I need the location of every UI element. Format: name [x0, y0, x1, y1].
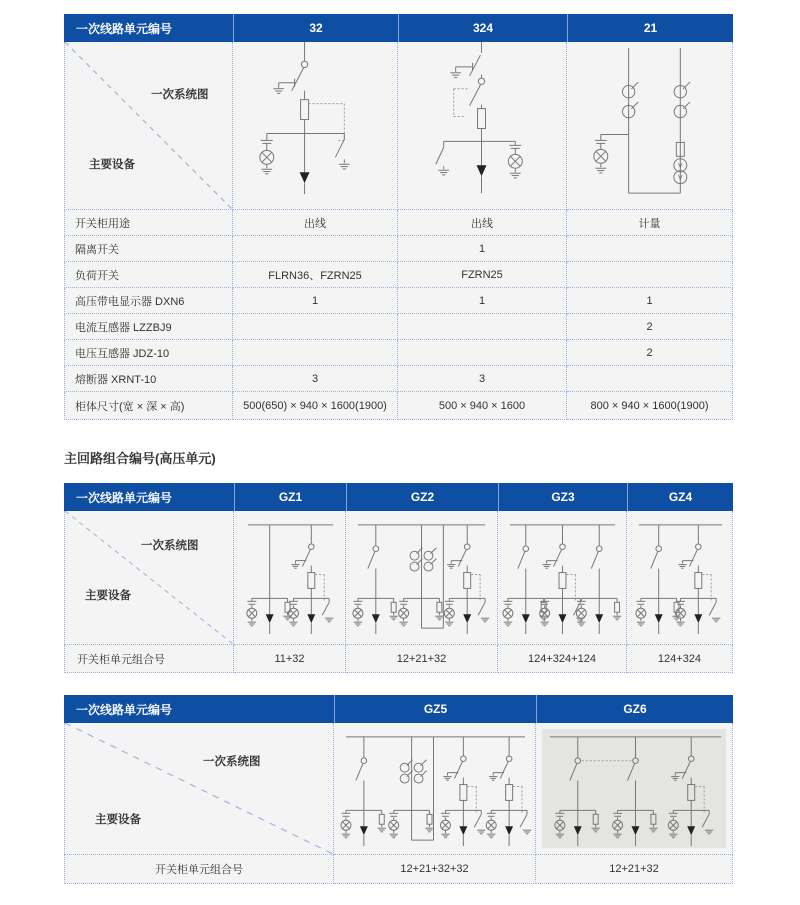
cell: 124+324 [627, 645, 733, 673]
cell: FZRN25 [398, 262, 567, 288]
combination-table-gz5-gz6 [64, 695, 733, 884]
cell [398, 314, 567, 340]
single-line-diagram-gz4 [627, 511, 732, 644]
diagram-cell-gz2 [346, 511, 498, 645]
diagram-cell-gz6 [536, 723, 733, 855]
diagram-cell-32 [233, 42, 398, 210]
single-line-diagram-gz1 [234, 511, 345, 644]
cell: 3 [233, 366, 398, 392]
diagram-legend-cell [64, 511, 234, 645]
column-header-21: 21 [567, 14, 733, 42]
cell: 出线 [233, 210, 398, 236]
row-label: 熔断器 XRNT-10 [64, 366, 233, 392]
cell: 出线 [398, 210, 567, 236]
row-label: 电压互感器 JDZ-10 [64, 340, 233, 366]
header-label: 一次线路单元编号 [76, 21, 173, 36]
main-equipment-label: 主要设备 [89, 159, 135, 171]
single-line-diagram-gz2 [346, 511, 497, 644]
table-row [64, 262, 733, 288]
diagonal-divider [65, 42, 232, 209]
footer-label: 开关柜单元组合号 [64, 855, 334, 884]
cell: 1 [233, 288, 398, 314]
table1-diagram-row [64, 42, 733, 210]
svg-text:V: V [678, 174, 683, 182]
cell: 1 [398, 236, 567, 262]
cell: 3 [398, 366, 567, 392]
diagonal-divider [65, 511, 233, 644]
row-label: 柜体尺寸(宽 × 深 × 高) [64, 392, 233, 420]
column-header-gz3: GZ3 [498, 483, 627, 511]
diagram-row-title: 一次系统图 [203, 756, 261, 768]
cell: 124+324+124 [498, 645, 627, 673]
single-line-diagram-32 [233, 42, 397, 209]
diagram-row-title: 一次系统图 [141, 540, 199, 552]
cell: 2 [567, 340, 733, 366]
header-label: 一次线路单元编号 [76, 702, 173, 717]
cell: 500(650) × 940 × 1600(1900) [233, 392, 398, 420]
cell [567, 366, 733, 392]
table3-footer-row [64, 855, 733, 884]
section-title: 主回路组合编号(高压单元) [64, 451, 216, 466]
table2-diagram-row [64, 511, 733, 645]
cell [233, 340, 398, 366]
cell: 12+21+32 [536, 855, 733, 884]
single-line-diagram-gz3 [498, 511, 626, 644]
diagram-cell-gz1 [234, 511, 346, 645]
single-line-diagram-gz6 [536, 723, 732, 854]
header-label: 一次线路单元编号 [76, 490, 173, 505]
single-line-diagram-324 [398, 42, 566, 209]
single-line-diagram-21 [567, 42, 732, 209]
cell: FLRN36、FZRN25 [233, 262, 398, 288]
cell [398, 340, 567, 366]
diagram-cell-324 [398, 42, 567, 210]
diagonal-divider [65, 723, 333, 854]
column-header-gz5: GZ5 [334, 695, 536, 723]
cell: 计量 [567, 210, 733, 236]
cell: 2 [567, 314, 733, 340]
row-label: 高压带电显示器 DXN6 [64, 288, 233, 314]
diagram-cell-21 [567, 42, 733, 210]
diagram-legend-cell [64, 723, 334, 855]
main-equipment-label: 主要设备 [85, 590, 131, 602]
diagram-cell-gz4 [627, 511, 733, 645]
primary-unit-table [64, 14, 733, 420]
cell: 11+32 [234, 645, 346, 673]
row-label: 开关柜用途 [64, 210, 233, 236]
cell: 1 [398, 288, 567, 314]
single-line-diagram-gz5 [334, 723, 535, 854]
table2-footer-row [64, 645, 733, 673]
cell [567, 236, 733, 262]
column-header-gz4: GZ4 [627, 483, 733, 511]
column-header-324: 324 [398, 14, 567, 42]
row-label: 负荷开关 [64, 262, 233, 288]
row-label: 电流互感器 LZZBJ9 [64, 314, 233, 340]
column-header-gz2: GZ2 [346, 483, 498, 511]
cell: 500 × 940 × 1600 [398, 392, 567, 420]
main-equipment-label: 主要设备 [95, 814, 141, 826]
column-header-gz6: GZ6 [536, 695, 733, 723]
cell: 12+21+32 [346, 645, 498, 673]
table2-header-row [64, 483, 733, 511]
table-row [64, 392, 733, 420]
table-row [64, 366, 733, 392]
cell: 1 [567, 288, 733, 314]
table-row [64, 314, 733, 340]
diagram-row-title: 一次系统图 [151, 89, 209, 101]
table1-header-row [64, 14, 733, 42]
footer-label: 开关柜单元组合号 [64, 645, 234, 673]
diagram-cell-gz3 [498, 511, 627, 645]
diagram-cell-gz5 [334, 723, 536, 855]
table-row [64, 288, 733, 314]
column-header-32: 32 [233, 14, 398, 42]
row-label: 隔离开关 [64, 236, 233, 262]
table3-header-row [64, 695, 733, 723]
cell [233, 236, 398, 262]
cell: 12+21+32+32 [334, 855, 536, 884]
column-header-gz1: GZ1 [234, 483, 346, 511]
table-row [64, 210, 733, 236]
table3-diagram-row [64, 723, 733, 855]
cell [233, 314, 398, 340]
table-row [64, 236, 733, 262]
cell: 800 × 940 × 1600(1900) [567, 392, 733, 420]
combination-table-gz1-gz4 [64, 483, 733, 673]
table-row [64, 340, 733, 366]
cell [567, 262, 733, 288]
svg-text:V: V [678, 162, 683, 170]
diagram-legend-cell [64, 42, 233, 210]
